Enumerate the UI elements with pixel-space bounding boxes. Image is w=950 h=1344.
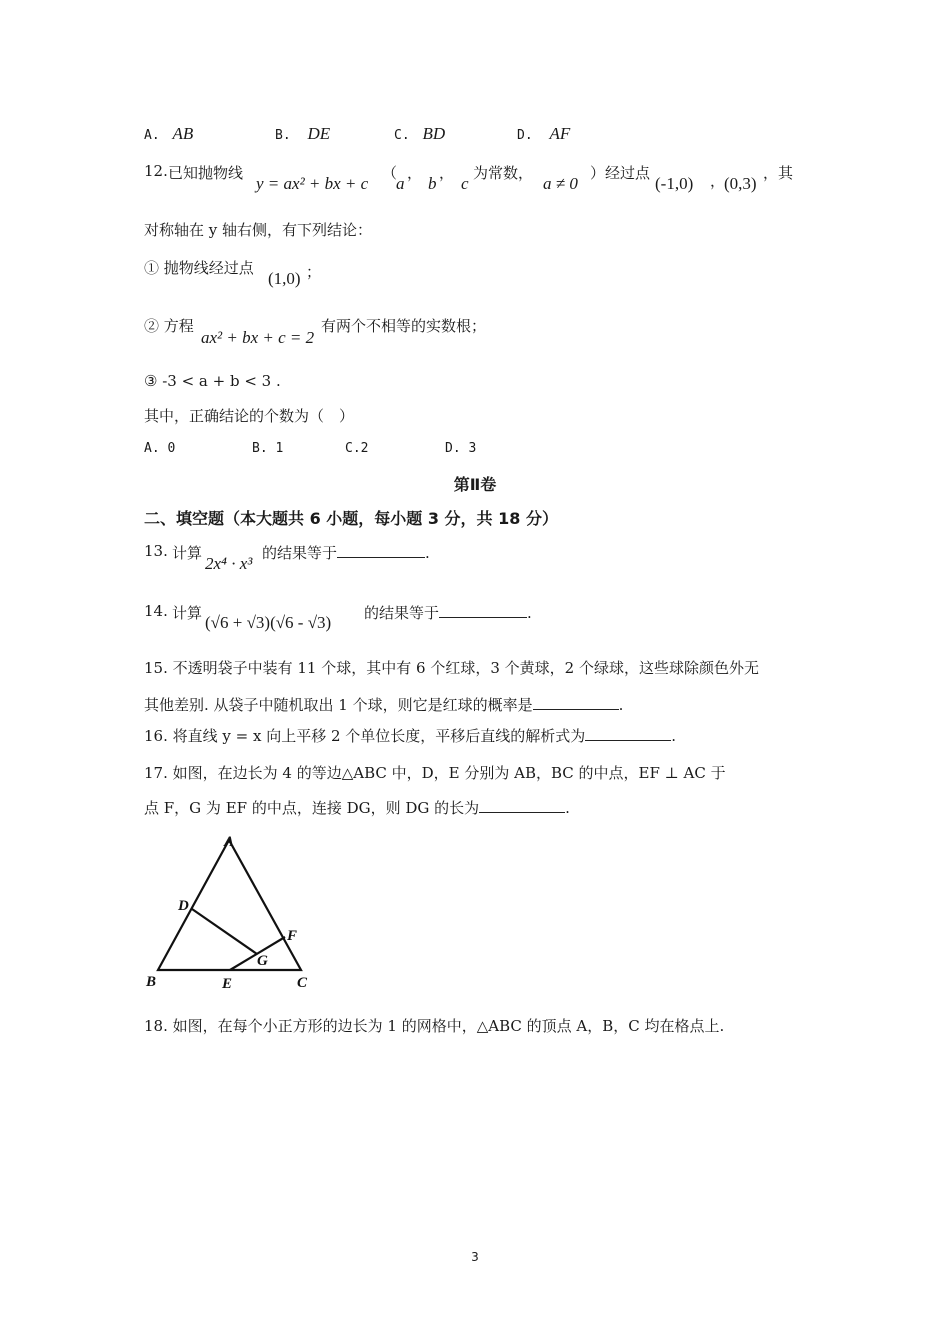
q15-end: . <box>618 696 624 714</box>
q12-condition: a ≠ 0 <box>543 174 578 193</box>
q11-option-b <box>275 124 330 144</box>
q12-passes: ）经过点 <box>590 164 651 182</box>
q12-conclusion-2: ② 方程 <box>144 317 194 335</box>
q16-text: 16. 将直线 y = x 向上平移 2 个单位长度，平移后直线的解析式为 <box>144 727 586 745</box>
q12-sep2: ， <box>439 164 455 182</box>
q12-var-b: b <box>428 174 437 193</box>
label-b: B <box>146 974 157 990</box>
q17-line1: 17. 如图，在边长为 4 的等边△ABC 中，D，E 分别为 AB，BC 的中点，EF ⊥ AC 于 <box>144 764 726 782</box>
q15-line2 <box>144 694 623 715</box>
q11-option-c-value: BD <box>422 124 446 143</box>
q12-option-c: C.2 <box>345 441 369 456</box>
q11-option-d <box>517 124 570 144</box>
q13-tail-text: 的结果等于 <box>262 544 338 562</box>
page-number: 3 <box>471 1250 479 1264</box>
q13-tail <box>262 542 430 563</box>
q16-end: . <box>671 727 677 745</box>
q14-expr: (√6 + √3)(√6 - √3) <box>205 613 332 632</box>
q12-option-d: D. 3 <box>445 441 477 456</box>
q14-number: 14. <box>144 602 168 620</box>
q12-option-b: B. 1 <box>252 441 284 456</box>
q12-point-2: (0,3) <box>724 174 757 193</box>
q12-var-c: c <box>461 174 469 193</box>
q11-option-b-value: DE <box>307 124 331 143</box>
label-c: C <box>297 975 308 991</box>
q13-expr: 2x⁴ · x³ <box>205 554 253 573</box>
q12-conclusion-1-end: ； <box>306 263 322 281</box>
part-title: 第Ⅱ卷 <box>453 475 497 494</box>
q12-conclusion-1-point: (1,0) <box>268 269 301 288</box>
q13-end: . <box>425 544 430 562</box>
q12-var-a: a <box>396 174 405 193</box>
label-e: E <box>222 976 233 992</box>
q11-option-c-label: C. <box>394 128 410 143</box>
q12-option-a: A. 0 <box>144 441 176 456</box>
q11-option-b-label: B. <box>275 128 291 143</box>
q16 <box>144 725 676 746</box>
segment-dg <box>192 909 257 954</box>
q11-option-a-value: AB <box>172 124 194 143</box>
q12-conclusion-2-expr: ax² + bx + c = 2 <box>201 328 315 347</box>
label-d: D <box>178 898 189 914</box>
q11-option-a-label: A. <box>144 128 160 143</box>
q17-answer-blank[interactable] <box>479 798 565 813</box>
q14-end: . <box>527 604 532 622</box>
q15-line2-text: 其他差别. 从袋子中随机取出 1 个球，则它是红球的概率是 <box>144 696 533 714</box>
q12-paren-open: （ <box>382 164 398 182</box>
q11-option-a <box>144 124 193 144</box>
q18: 18. 如图，在每个小正方形的边长为 1 的网格中，△ABC 的顶点 A，B，C 均在格点上. <box>144 1017 725 1035</box>
q12-intro: 已知抛物线 <box>168 164 244 182</box>
q12-number: 12. <box>144 162 168 180</box>
q12-sep1: ， <box>407 164 423 182</box>
label-f: F <box>287 928 298 944</box>
q13-answer-blank[interactable] <box>337 543 425 558</box>
q12-question: 其中，正确结论的个数为（ ） <box>144 407 355 425</box>
q17-end: . <box>565 799 570 817</box>
q15-line1: 15. 不透明袋子中装有 11 个球，其中有 6 个红球，3 个黄球，2 个绿球，这些球除颜色外无 <box>144 659 759 677</box>
q11-option-d-value: AF <box>549 124 571 143</box>
label-a: A <box>224 834 235 850</box>
q12-parabola-expr: y = ax² + bx + c <box>256 174 369 193</box>
q14-tail-text: 的结果等于 <box>364 604 440 622</box>
q12-line2: 对称轴在 y 轴右侧，有下列结论： <box>144 221 373 239</box>
q13-text: 计算 <box>172 544 203 562</box>
section-heading: 二、填空题（本大题共 6 小题，每小题 3 分，共 18 分） <box>144 509 558 528</box>
q14-answer-blank[interactable] <box>439 603 527 618</box>
q15-answer-blank[interactable] <box>533 695 619 710</box>
q17-line2-text: 点 F，G 为 EF 的中点，连接 DG，则 DG 的长为 <box>144 799 480 817</box>
q12-comma: ， <box>710 172 726 190</box>
q12-conclusion-3: ③ -3 < a + b < 3 . <box>144 372 281 390</box>
q12-conclusion-2-end: 有两个不相等的实数根； <box>321 317 487 335</box>
q16-answer-blank[interactable] <box>585 726 671 741</box>
q11-option-c <box>394 124 445 144</box>
q12-point-1: (-1,0) <box>655 174 694 193</box>
q12-constants: 为常数， <box>473 164 534 182</box>
q13-number: 13. <box>144 542 168 560</box>
q17-triangle-figure <box>140 830 320 995</box>
q12-tail: ，其 <box>763 164 794 182</box>
label-g: G <box>257 953 268 969</box>
q11-option-d-label: D. <box>517 128 533 143</box>
q12-conclusion-1: ① 抛物线经过点 <box>144 259 254 277</box>
q14-tail <box>364 602 532 623</box>
q17-line2 <box>144 797 570 818</box>
q14-text: 计算 <box>172 604 203 622</box>
